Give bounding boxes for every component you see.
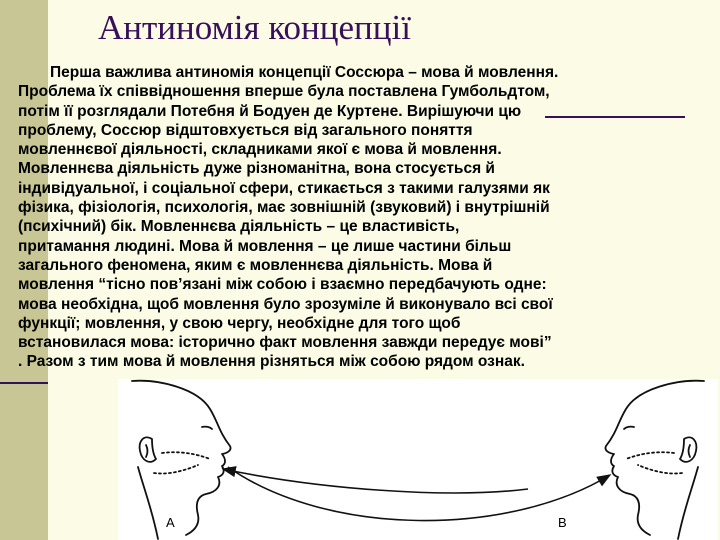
paragraph-line: індивідуальної, і соціальної сфери, стикається з такими галузями як: [18, 179, 550, 197]
decorative-rule-bottom: [0, 382, 48, 384]
paragraph-line: фізика, фізіологія, психологія, має зовнішній (звуковий) і внутрішній: [18, 199, 550, 217]
head-b-icon: [605, 381, 704, 539]
paragraph-line: потім її розглядали Потебня й Бодуен де Куртене. Вирішуючи цю: [18, 102, 522, 120]
paragraph-line: загального феномена, яким є мовленнєва діяльність. Мова й: [18, 256, 493, 274]
head-a-icon: [132, 381, 231, 539]
paragraph-line: (психічний) бік. Мовленнєва діяльність – це властивість,: [18, 218, 460, 236]
paragraph-line: Мовленнєва діяльність дуже різноманітна, вона стосується й: [18, 160, 495, 178]
paragraph-line: проблему, Соссюр відштовхується від загального поняття: [18, 121, 473, 139]
paragraph-line: функції; мовлення, у свою чергу, необхідне для того щоб: [18, 314, 461, 332]
speech-circuit-drawing: [118, 379, 718, 540]
paragraph-line: мова необхідна, щоб мовлення було зрозуміле й виконувало всі свої: [18, 295, 553, 313]
paragraph-line: мовленнєвої діяльності, складниками якої є мова й мовлення.: [18, 141, 502, 159]
paragraph-line: мовлення “тісно пов’язані між собою і взаємно передбачують одне:: [18, 276, 547, 294]
label-a: A: [166, 515, 175, 530]
speech-circuit-illustration: [118, 379, 718, 540]
paragraph-line: притамання людині. Мова й мовлення – це лише частини більш: [18, 237, 512, 255]
paragraph-line: встановилася мова: історично факт мовлення завжди передує мові”: [18, 334, 552, 352]
paragraph-line: Проблема їх співвідношення вперше була поставлена Гумбольдтом,: [18, 83, 550, 101]
paragraph-line: Перша важлива антиномія концепції Соссюра – мова й мовлення.: [50, 64, 559, 81]
slide-title: Антиномія концепції: [98, 8, 411, 47]
paragraph-line: . Разом з тим мова й мовлення різняться між собою рядом ознак.: [18, 353, 525, 371]
slide-body: [18, 63, 718, 372]
label-b: B: [558, 515, 567, 530]
sound-path-a-to-b: [228, 467, 610, 521]
